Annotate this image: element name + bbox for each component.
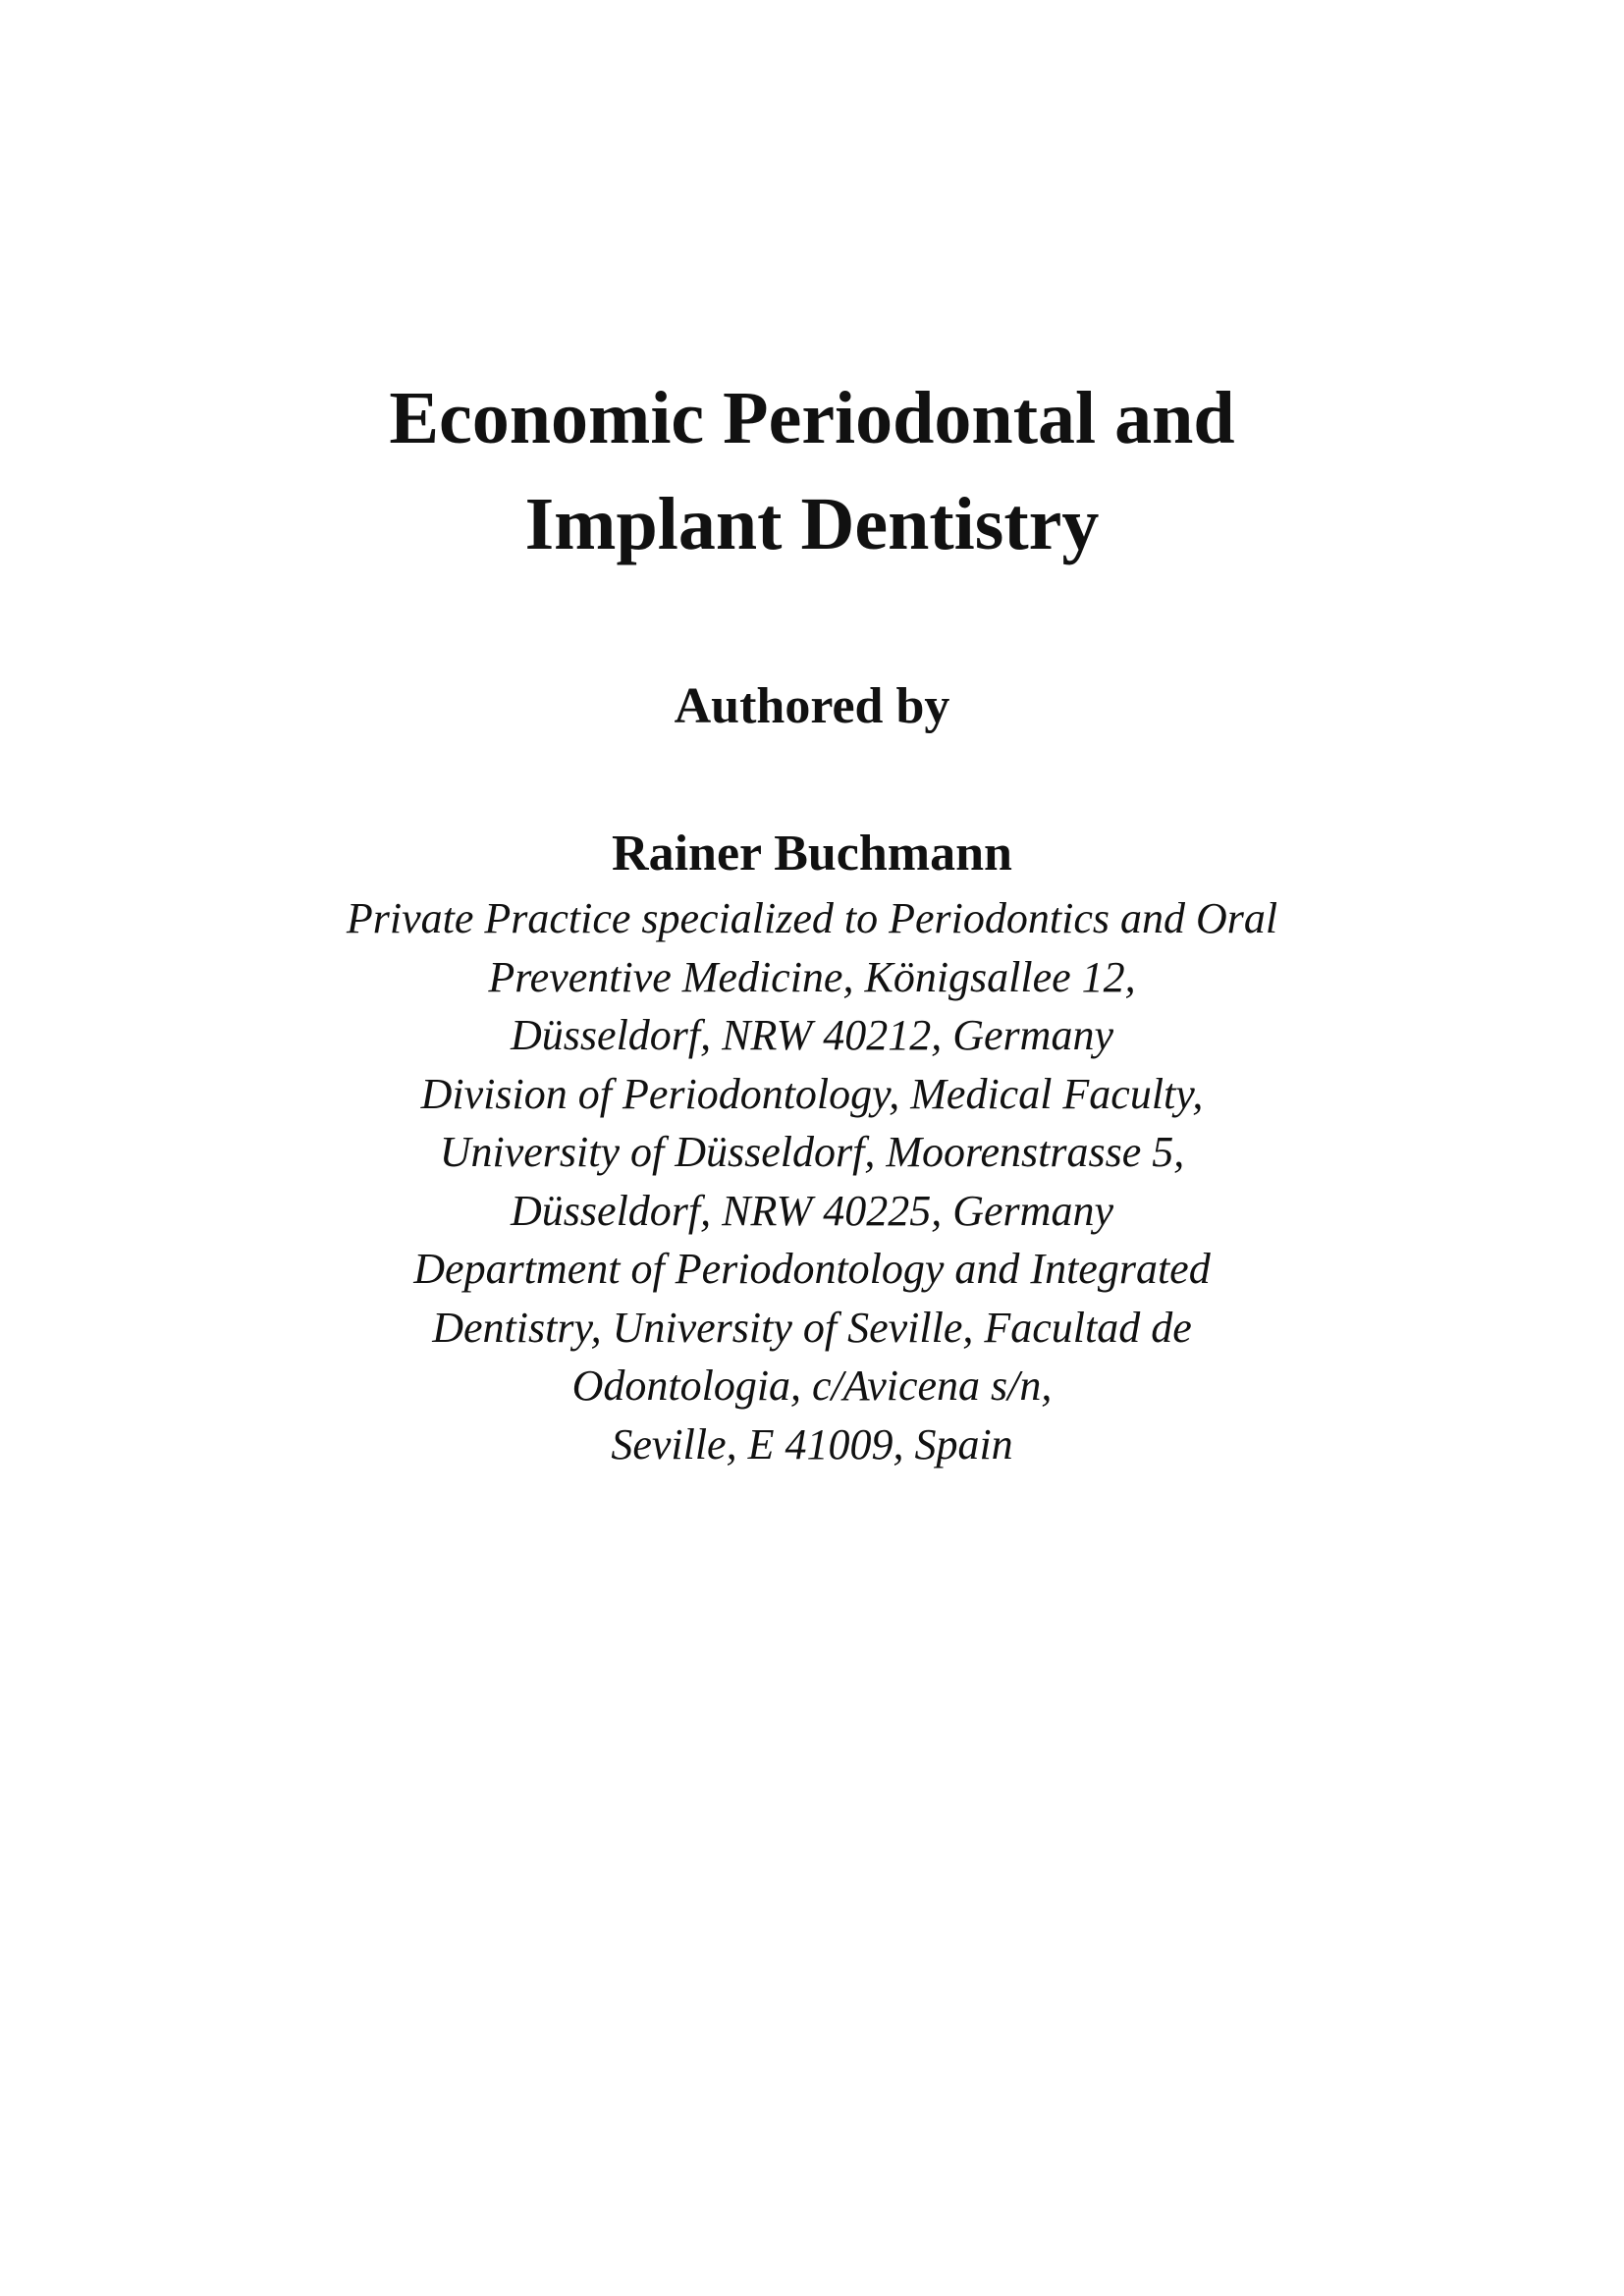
book-title [0,365,1624,577]
affiliation-line: Preventive Medicine, Königsallee 12, [488,952,1136,1001]
affiliation-line: Division of Periodontology, Medical Faculty, [420,1069,1204,1118]
affiliation-line: Private Practice specialized to Periodontics and Oral [346,894,1278,942]
affiliation-line: Department of Periodontology and Integrated [413,1245,1211,1293]
authored-by-label: Authored by [674,678,950,734]
author-name: Rainer Buchmann [612,826,1012,881]
affiliation-line: Düsseldorf, NRW 40212, Germany [511,1011,1113,1059]
book-title-line-1: Economic Periodontal and [389,377,1235,459]
affiliation-line: Odontologia, c/Avicena s/n, [571,1362,1053,1410]
affiliation-line: University of Düsseldorf, Moorenstrasse 5, [439,1128,1185,1176]
author-affiliations [0,889,1624,1473]
book-title-line-2: Implant Dentistry [524,483,1100,565]
affiliation-line: Seville, E 41009, Spain [611,1419,1013,1468]
affiliation-line: Düsseldorf, NRW 40225, Germany [511,1186,1113,1235]
affiliation-line: Dentistry, University of Seville, Facultad de [432,1303,1192,1352]
